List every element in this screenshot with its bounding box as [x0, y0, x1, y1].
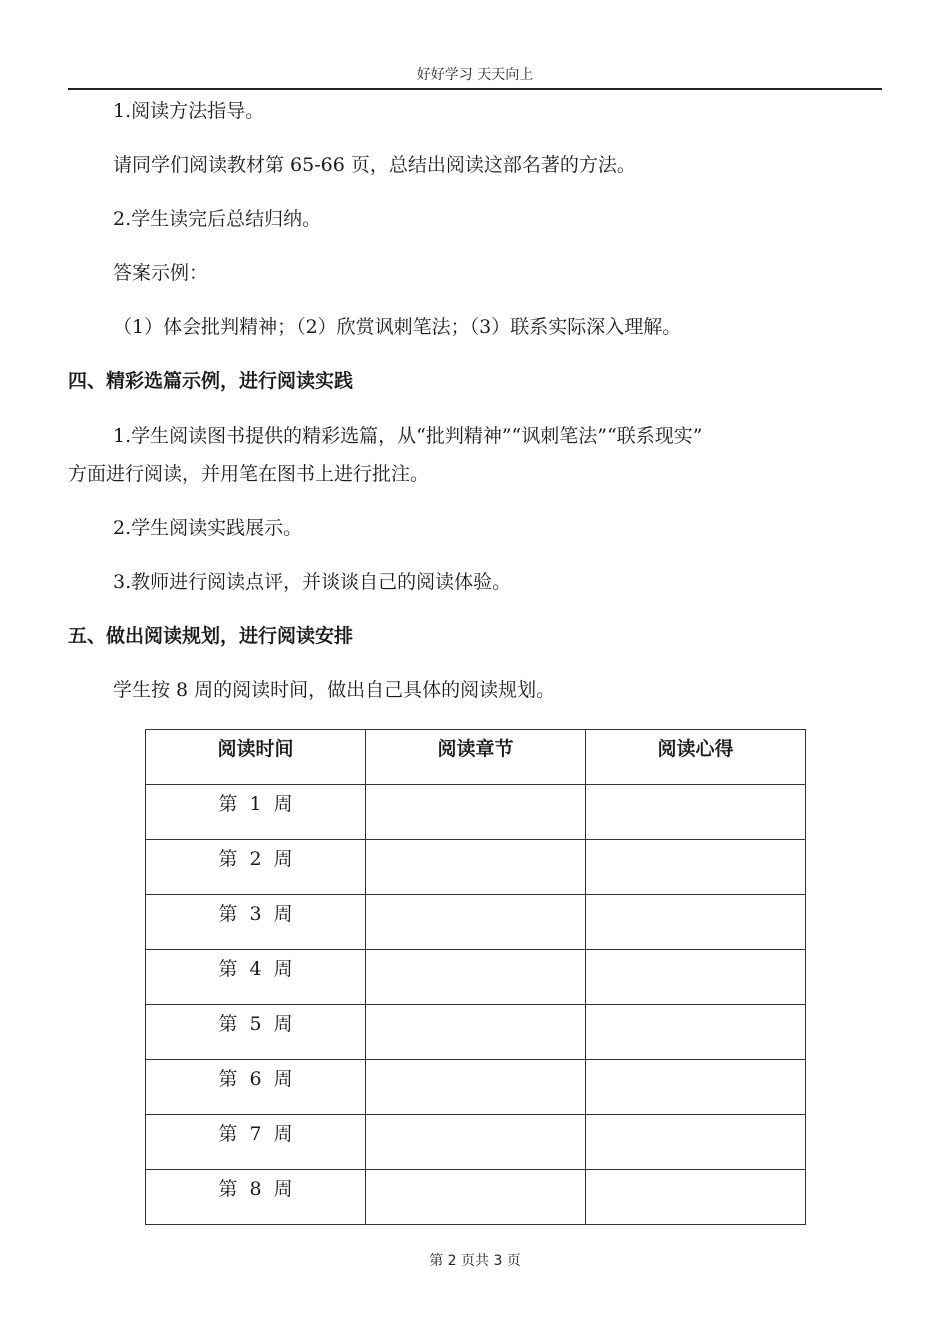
paragraph-answer-label: 答案示例： [113, 262, 209, 284]
week-cell: 第 7 周 [146, 1115, 366, 1170]
notes-cell[interactable] [586, 840, 806, 895]
table-row [146, 1170, 806, 1225]
reading-plan-table [145, 729, 806, 1225]
section-heading-5: 五、做出阅读规划，进行阅读安排 [68, 625, 354, 647]
chapter-cell[interactable] [366, 840, 586, 895]
header-divider [68, 88, 882, 90]
table-header-row [146, 730, 806, 785]
week-cell: 第 1 周 [146, 785, 366, 840]
table-row [146, 785, 806, 840]
week-cell: 第 8 周 [146, 1170, 366, 1225]
chapter-cell[interactable] [366, 950, 586, 1005]
notes-cell[interactable] [586, 1005, 806, 1060]
week-cell: 第 3 周 [146, 895, 366, 950]
notes-cell[interactable] [586, 1170, 806, 1225]
chapter-cell[interactable] [366, 1170, 586, 1225]
table-row [146, 1005, 806, 1060]
week-cell: 第 2 周 [146, 840, 366, 895]
paragraph-summary: 2.学生读完后总结归纳。 [113, 208, 322, 230]
chapter-cell[interactable] [366, 895, 586, 950]
table-row [146, 1115, 806, 1170]
chapter-cell[interactable] [366, 1005, 586, 1060]
chapter-cell[interactable] [366, 785, 586, 840]
column-header-chapter: 阅读章节 [366, 730, 586, 785]
section-heading-4: 四、精彩选篇示例，进行阅读实践 [68, 370, 354, 392]
paragraph-s4-1-line1: 1.学生阅读图书提供的精彩选篇，从“批判精神”“讽刺笔法”“联系现实” [113, 425, 703, 447]
notes-cell[interactable] [586, 1060, 806, 1115]
table-row [146, 1060, 806, 1115]
paragraph-reading-guide: 1.阅读方法指导。 [113, 100, 265, 122]
table-row [146, 950, 806, 1005]
table-row [146, 840, 806, 895]
paragraph-s4-1-line2: 方面进行阅读，并用笔在图书上进行批注。 [68, 463, 430, 485]
notes-cell[interactable] [586, 1115, 806, 1170]
column-header-notes: 阅读心得 [586, 730, 806, 785]
paragraph-s5-intro: 学生按 8 周的阅读时间，做出自己具体的阅读规划。 [113, 679, 556, 701]
paragraph-s4-3: 3.教师进行阅读点评，并谈谈自己的阅读体验。 [113, 571, 512, 593]
page-footer: 第 2 页共 3 页 [429, 1253, 521, 1269]
column-header-time: 阅读时间 [146, 730, 366, 785]
paragraph-answer-example: （1）体会批判精神；（2）欣赏讽刺笔法；（3）联系实际深入理解。 [113, 316, 682, 338]
notes-cell[interactable] [586, 785, 806, 840]
notes-cell[interactable] [586, 895, 806, 950]
table-row [146, 895, 806, 950]
week-cell: 第 5 周 [146, 1005, 366, 1060]
chapter-cell[interactable] [366, 1115, 586, 1170]
week-cell: 第 4 周 [146, 950, 366, 1005]
chapter-cell[interactable] [366, 1060, 586, 1115]
notes-cell[interactable] [586, 950, 806, 1005]
week-cell: 第 6 周 [146, 1060, 366, 1115]
page-header: 好好学习 天天向上 [416, 67, 534, 83]
paragraph-s4-2: 2.学生阅读实践展示。 [113, 517, 303, 539]
paragraph-textbook-instruction: 请同学们阅读教材第 65-66 页，总结出阅读这部名著的方法。 [113, 154, 636, 176]
